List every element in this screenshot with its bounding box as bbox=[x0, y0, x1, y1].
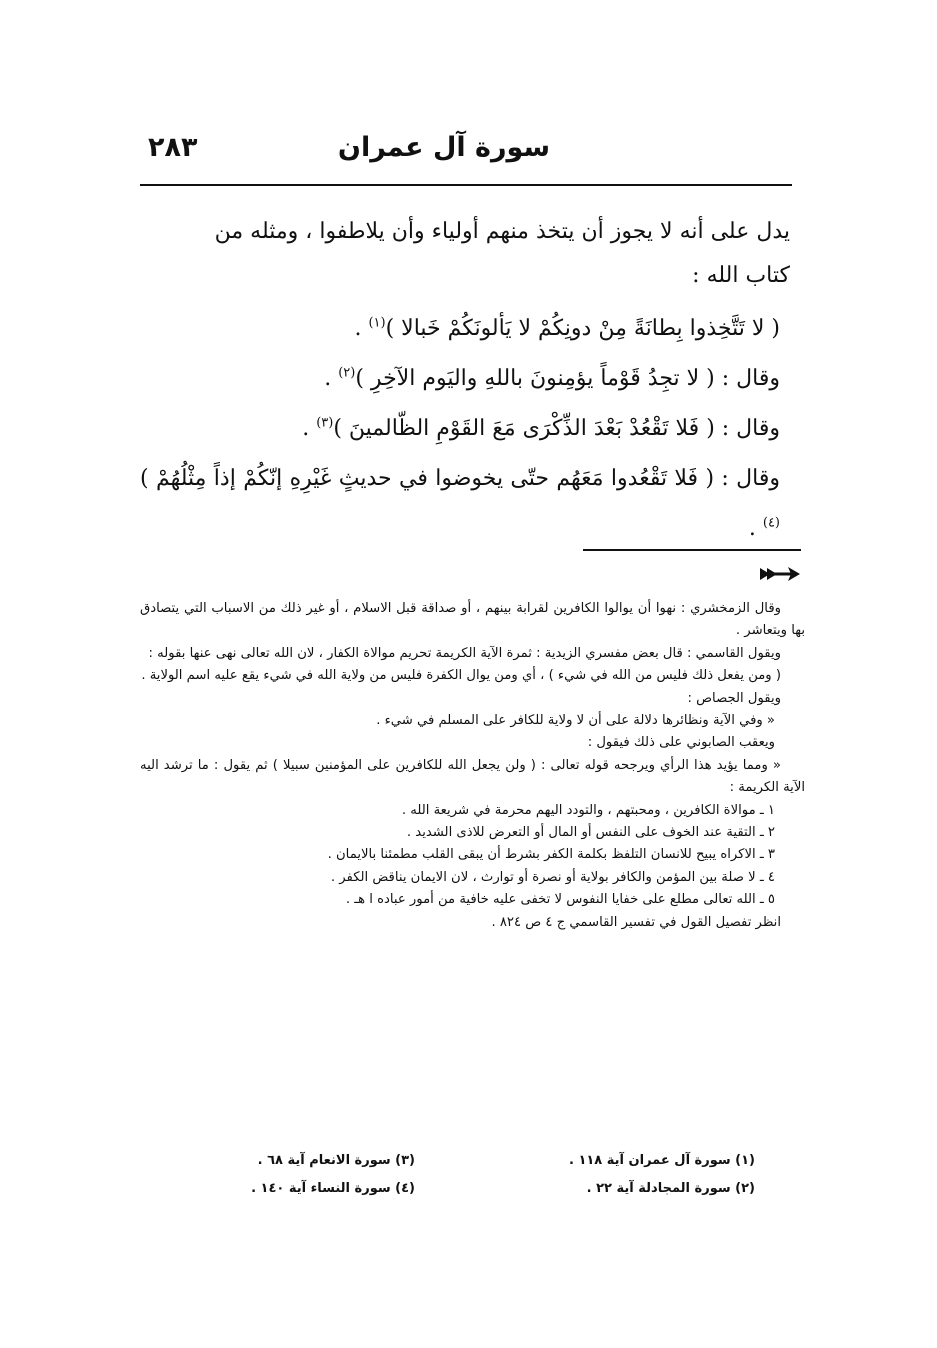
verse-text: وقال : ( لا تجِدُ قَوْماً يؤمِنونَ باللهِ واليَوم الآخِرِ ) bbox=[355, 366, 780, 391]
verse-line bbox=[140, 304, 790, 354]
verse-end: . bbox=[302, 416, 317, 441]
verse-end: . bbox=[748, 516, 763, 541]
intro-line: كتاب الله : bbox=[692, 263, 790, 288]
commentary-paragraph: انظر تفصيل القول في تفسير القاسمي ج ٤ ص ٨٢٤ . bbox=[491, 914, 781, 930]
header-rule bbox=[140, 184, 792, 186]
footnote-marker: (٣) bbox=[316, 415, 334, 431]
page-number: ٢٨٣ bbox=[148, 132, 198, 163]
commentary-paragraph: « ومما يؤيد هذا الرأي ويرجحه قوله تعالى : ( ولن يجعل الله للكافرين على المؤمنين سبيلا ) ثم يقول : ما ترشد اليه الآية الكريمة : bbox=[140, 757, 805, 796]
footnote: (١) سورة آل عمران آية ١١٨ . bbox=[568, 1153, 755, 1168]
page-title: سورة آل عمران bbox=[337, 132, 550, 163]
verse-text: وقال : ( فَلا تَقْعُدوا مَعَهُم حتّى يخوضوا في حديثٍ غَيْرِهِ إنّكُمْ إذاً مِثْلُهُمْ ) bbox=[140, 466, 780, 491]
verse-line bbox=[140, 404, 790, 454]
commentary-paragraph: ويقول القاسمي : قال بعض مفسري الزيدية : ثمرة الآية الكريمة تحريم موالاة الكفار ، لان الله تعالى نهى عنها بقوله : bbox=[148, 645, 781, 661]
commentary-paragraph: وقال الزمخشري : نهوا أن يوالوا الكافرين لقرابة بينهم ، أو صداقة قبل الاسلام ، أو غير ذلك من الاسباب التي يتصادق بها ويتعاشر . bbox=[140, 601, 805, 639]
intro-line: يدل على أنه لا يجوز أن يتخذ منهم أولياء وأن يلاطفوا ، ومثله من bbox=[214, 219, 790, 244]
footnotes bbox=[175, 1147, 775, 1207]
verse-end: . bbox=[324, 366, 339, 391]
verse-list bbox=[140, 304, 790, 554]
commentary-paragraph: ( ومن يفعل ذلك فليس من الله في شيء ) ، أي ومن يوال الكفرة فليس من ولاية الله في شيء يقع عليه اسم الولاية . bbox=[141, 668, 781, 684]
commentary bbox=[140, 598, 805, 934]
footnote-marker: (١) bbox=[368, 315, 386, 331]
list-item: ٣ ـ الاكراه يبيح للانسان التلفظ بكلمة الكفر بشرط أن يبقى القلب مطمئنا بالايمان . bbox=[327, 847, 775, 863]
footnote-marker: (٤) bbox=[762, 515, 780, 531]
list-item: ٥ ـ الله تعالى مطلع على خفايا النفوس لا تخفى عليه خافية من أمور عباده ا هـ . bbox=[345, 892, 775, 908]
page-header bbox=[140, 128, 800, 178]
verse-line bbox=[140, 354, 790, 404]
verse-text: وقال : ( فَلا تَقْعُدْ بَعْدَ الذِّكْرَى مَعَ القَوْمِ الظّالمينَ ) bbox=[333, 416, 780, 441]
commentary-paragraph: ويقول الجصاص : bbox=[687, 690, 781, 706]
verse-line bbox=[140, 454, 790, 554]
verse-text: ( لا تَتَّخِذوا بِطانَةً مِنْ دونِكُمْ لا يَألونَكُمْ خَبالا ) bbox=[385, 316, 780, 341]
footnote: (٢) سورة المجادلة آية ٢٢ . bbox=[586, 1181, 755, 1196]
footnote-rule bbox=[583, 549, 801, 551]
footnote-marker: (٢) bbox=[338, 365, 356, 381]
list-item: ١ ـ موالاة الكافرين ، ومحبتهم ، والتودد اليهم محرمة في شريعة الله . bbox=[401, 802, 775, 818]
arrow-icon bbox=[758, 562, 802, 586]
main-text bbox=[140, 210, 790, 554]
verse-end: . bbox=[354, 316, 369, 341]
footnote: (٤) سورة النساء آية ١٤٠ . bbox=[251, 1181, 415, 1196]
footnote: (٣) سورة الانعام آية ٦٨ . bbox=[257, 1153, 415, 1168]
list-item: ٤ ـ لا صلة بين المؤمن والكافر بولاية أو نصرة أو توارث ، لان الايمان يناقض الكفر . bbox=[330, 869, 775, 885]
commentary-paragraph: « وفي الآية ونظائرها دلالة على أن لا ولاية للكافر على المسلم في شيء . bbox=[376, 713, 775, 729]
list-item: ٢ ـ التقية عند الخوف على النفس أو المال أو التعرض للاذى الشديد . bbox=[406, 825, 775, 841]
commentary-paragraph: ويعقب الصابوني على ذلك فيقول : bbox=[587, 735, 775, 751]
